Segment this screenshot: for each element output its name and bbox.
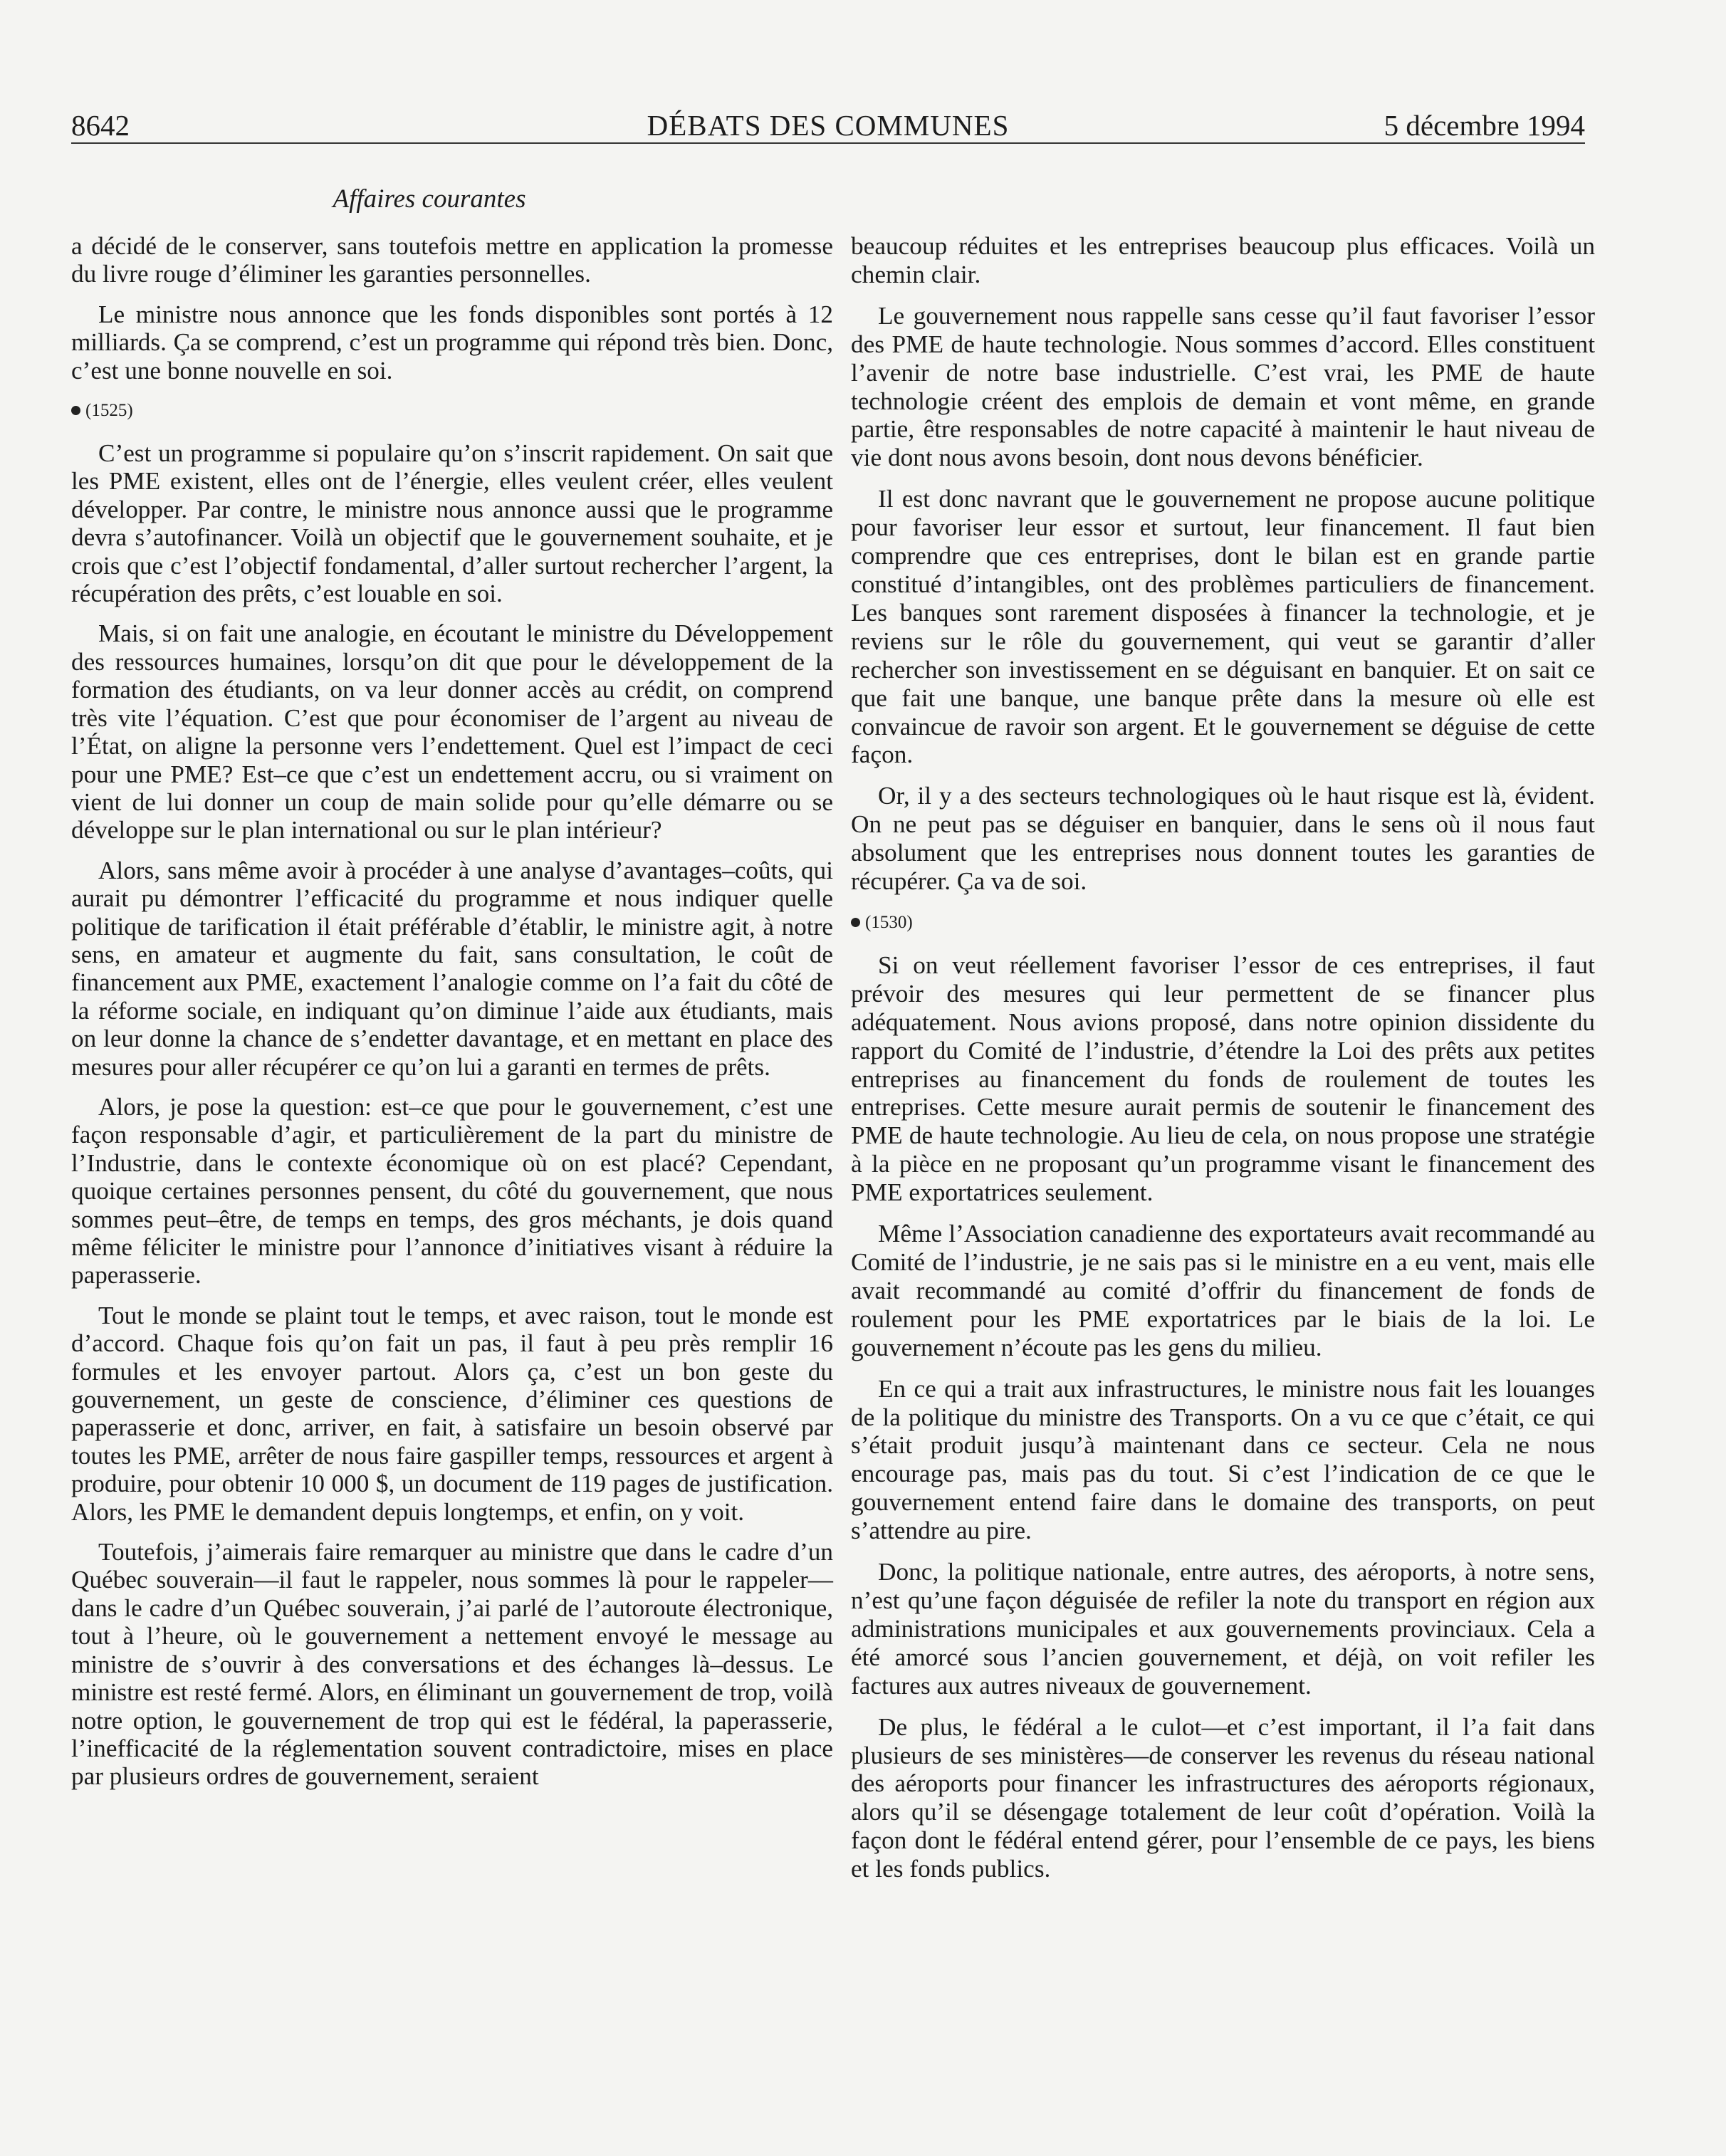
paragraph: Le ministre nous annonce que les fonds disponibles sont portés à 12 milliards. Ça se comprend, c’est un programme qui répond très bien. Donc, c’est une bonne nouvelle en soi. (71, 300, 833, 384)
page-number: 8642 (71, 109, 130, 142)
section-heading: Affaires courantes (333, 184, 526, 214)
publication-date: 5 décembre 1994 (1384, 109, 1585, 142)
bullet-dot-icon (71, 406, 80, 415)
paragraph: Tout le monde se plaint tout le temps, et avec raison, tout le monde est d’accord. Chaque fois qu’on fait un pas, il faut à peu près remplir 16 formules et les envoyer partout. Alors ça, c’est un bon geste du gouvernement, un geste de conscience, d’éliminer ces questions de paperasserie et donc, arriver, en fait, à satisfaire un besoin observé par toutes les PME, arrêter de nous faire gaspiller temps, ressources et argent à produire, pour obtenir 10 000 $, un document de 119 pages de justification. Alors, les PME le demandent depuis longtemps, et enfin, on y voit. (71, 1301, 833, 1526)
paragraph: Le gouvernement nous rappelle sans cesse qu’il faut favoriser l’essor des PME de haute technologie. Nous sommes d’accord. Elles constituent l’avenir de notre base industrielle. C’est vrai, les PME de haute technologie créent des emplois de demain et vont même, en grande partie, être responsables de notre capacité à maintenir le haut niveau de vie dont nous avons besoin, dont nous devons bénéficier. (851, 301, 1595, 472)
time-marker-label: (1525) (85, 401, 133, 421)
paragraph: En ce qui a trait aux infrastructures, le ministre nous fait les louanges de la politique du ministre des Transports. On a vu ce que c’était, ce qui s’était produit jusqu’à maintenant dans ce secteur. Cela ne nous encourage pas, mais pas du tout. Si c’est l’indication de ce que le gouvernement entend faire dans le domaine des transports, on peut s’attendre au pire. (851, 1374, 1595, 1545)
paragraph: a décidé de le conserver, sans toutefois mettre en application la promesse du livre rouge d’éliminer les garanties personnelles. (71, 232, 833, 288)
page-header (71, 105, 1585, 145)
right-column (851, 232, 1595, 2083)
paragraph: Même l’Association canadienne des exportateurs avait recommandé au Comité de l’industrie, je ne sais pas si le ministre en a eu vent, mais elle avait recommandé au comité d’offrir du financement de fonds de roulement pour les PME exportatrices par le biais de la loi. Le gouvernement n’écoute pas les gens du milieu. (851, 1220, 1595, 1361)
header-rule (71, 142, 1585, 144)
time-marker (851, 909, 1595, 937)
paragraph: beaucoup réduites et les entreprises beaucoup plus efficaces. Voilà un chemin clair. (851, 232, 1595, 288)
paragraph: Il est donc navrant que le gouvernement ne propose aucune politique pour favoriser leur essor et surtout, leur financement. Il faut bien comprendre que ces entreprises, dont le bilan est en grande partie constitué d’intangibles, ont des problèmes particuliers de financement. Les banques sont rarement disposées à financer la technologie, et je reviens sur le rôle du gouvernement, qui veut se garantir d’aller rechercher son investissement en se déguisant en banquier. Et on sait ce que fait une banque, une banque prête dans la mesure où elle est convaincue de ravoir son argent. Et le gouvernement se déguise de cette façon. (851, 485, 1595, 769)
paragraph: Alors, je pose la question: est–ce que pour le gouvernement, c’est une façon responsable d’agir, et particulièrement de la part du ministre de l’Industrie, dans le contexte économique où on est placé? Cependant, quoique certaines personnes pensent, du côté du gouvernement, que nous sommes peut–être, de temps en temps, des gros méchants, je dois quand même féliciter le ministre pour l’annonce d’initiatives visant à réduire la paperasserie. (71, 1092, 833, 1289)
paragraph: Si on veut réellement favoriser l’essor de ces entreprises, il faut prévoir des mesures qui leur permettent de se financer plus adéquatement. Nous avions proposé, dans notre opinion dissidente du rapport du Comité de l’industrie, d’étendre la Loi des prêts aux petites entreprises au financement du fonds de roulement de toutes les entreprises. Cette mesure aurait permis de soutenir le financement des PME de haute technologie. Au lieu de cela, on nous propose une stratégie à la pièce en ne proposant qu’un programme visant le financement des PME exportatrices seulement. (851, 951, 1595, 1207)
publication-title: DÉBATS DES COMMUNES (647, 109, 1010, 142)
paragraph: Or, il y a des secteurs technologiques où le haut risque est là, évident. On ne peut pas se déguiser en banquier, dans le sens où il nous faut absolument que les entreprises nous donnent toutes les garanties de récupérer. Ça va de soi. (851, 782, 1595, 896)
paragraph: Toutefois, j’aimerais faire remarquer au ministre que dans le cadre d’un Québec souverain—il faut le rappeler, nous sommes là pour le rappeler—dans le cadre d’un Québec souverain, j’ai parlé de l’autoroute électronique, tout à l’heure, où le gouvernement a nettement envoyé le message au ministre de s’ouvrir à des conversations et des échanges là–dessus. Le ministre est resté fermé. Alors, en éliminant un gouvernement de trop, voilà notre option, le gouvernement de trop qui est le fédéral, la paperasserie, l’inefficacité de la réglementation souvent contradictoire, mises en place par plusieurs ordres de gouvernement, seraient (71, 1538, 833, 1791)
paragraph: Alors, sans même avoir à procéder à une analyse d’avantages–coûts, qui aurait pu démontrer l’efficacité du programme et nous indiquer quelle politique de tarification il était préférable d’établir, le ministre agit, à notre sens, en amateur et augmente du fait, sans consultation, le coût de financement aux PME, exactement l’analogie comme on l’a fait du côté de la réforme sociale, en indiquant qu’on diminue l’aide aux étudiants, mais on leur donne la chance de s’endetter davantage, et en mettant en place des mesures pour aller récupérer ce qu’on lui a garanti en termes de prêts. (71, 856, 833, 1081)
paragraph: C’est un programme si populaire qu’on s’inscrit rapidement. On sait que les PME existent, elles ont de l’énergie, elles veulent créer, elles veulent développer. Par contre, le ministre nous annonce aussi que le programme devra s’autofinancer. Voilà un objectif que le gouvernement souhaite, et je crois que c’est l’objectif fondamental, d’aller surtout rechercher l’argent, la récupération des prêts, c’est louable en soi. (71, 439, 833, 608)
paragraph: De plus, le fédéral a le culot—et c’est important, il l’a fait dans plusieurs de ses ministères—de conserver les revenus du réseau national des aéroports pour financer les infrastructures des aéroports régionaux, alors qu’il se désengage totalement de leur coût d’opération. Voilà la façon dont le fédéral entend gérer, pour l’ensemble de ce pays, les biens et les fonds publics. (851, 1712, 1595, 1883)
time-marker-label: (1530) (865, 912, 913, 932)
left-column (71, 232, 833, 2083)
bullet-dot-icon (851, 918, 860, 927)
paragraph: Mais, si on fait une analogie, en écoutant le ministre du Développement des ressources humaines, lorsqu’on dit que pour le développement de la formation des étudiants, on va leur donner accès au crédit, on comprend très vite l’équation. C’est que pour économiser de l’argent au niveau de l’État, on aligne la personne vers l’endettement. Quel est l’impact de ceci pour une PME? Est–ce que c’est un endettement accru, ou si vraiment on vient de lui donner un coup de main solide pour qu’elle démarre ou se développe sur le plan international ou sur le plan intérieur? (71, 619, 833, 844)
time-marker (71, 397, 833, 425)
paragraph: Donc, la politique nationale, entre autres, des aéroports, à notre sens, n’est qu’une façon déguisée de refiler la note du transport en région aux administrations municipales et aux gouvernements provinciaux. Cela a été amorcé sous l’ancien gouvernement, et déjà, on voit refiler les factures aux autres niveaux de gouvernement. (851, 1558, 1595, 1700)
